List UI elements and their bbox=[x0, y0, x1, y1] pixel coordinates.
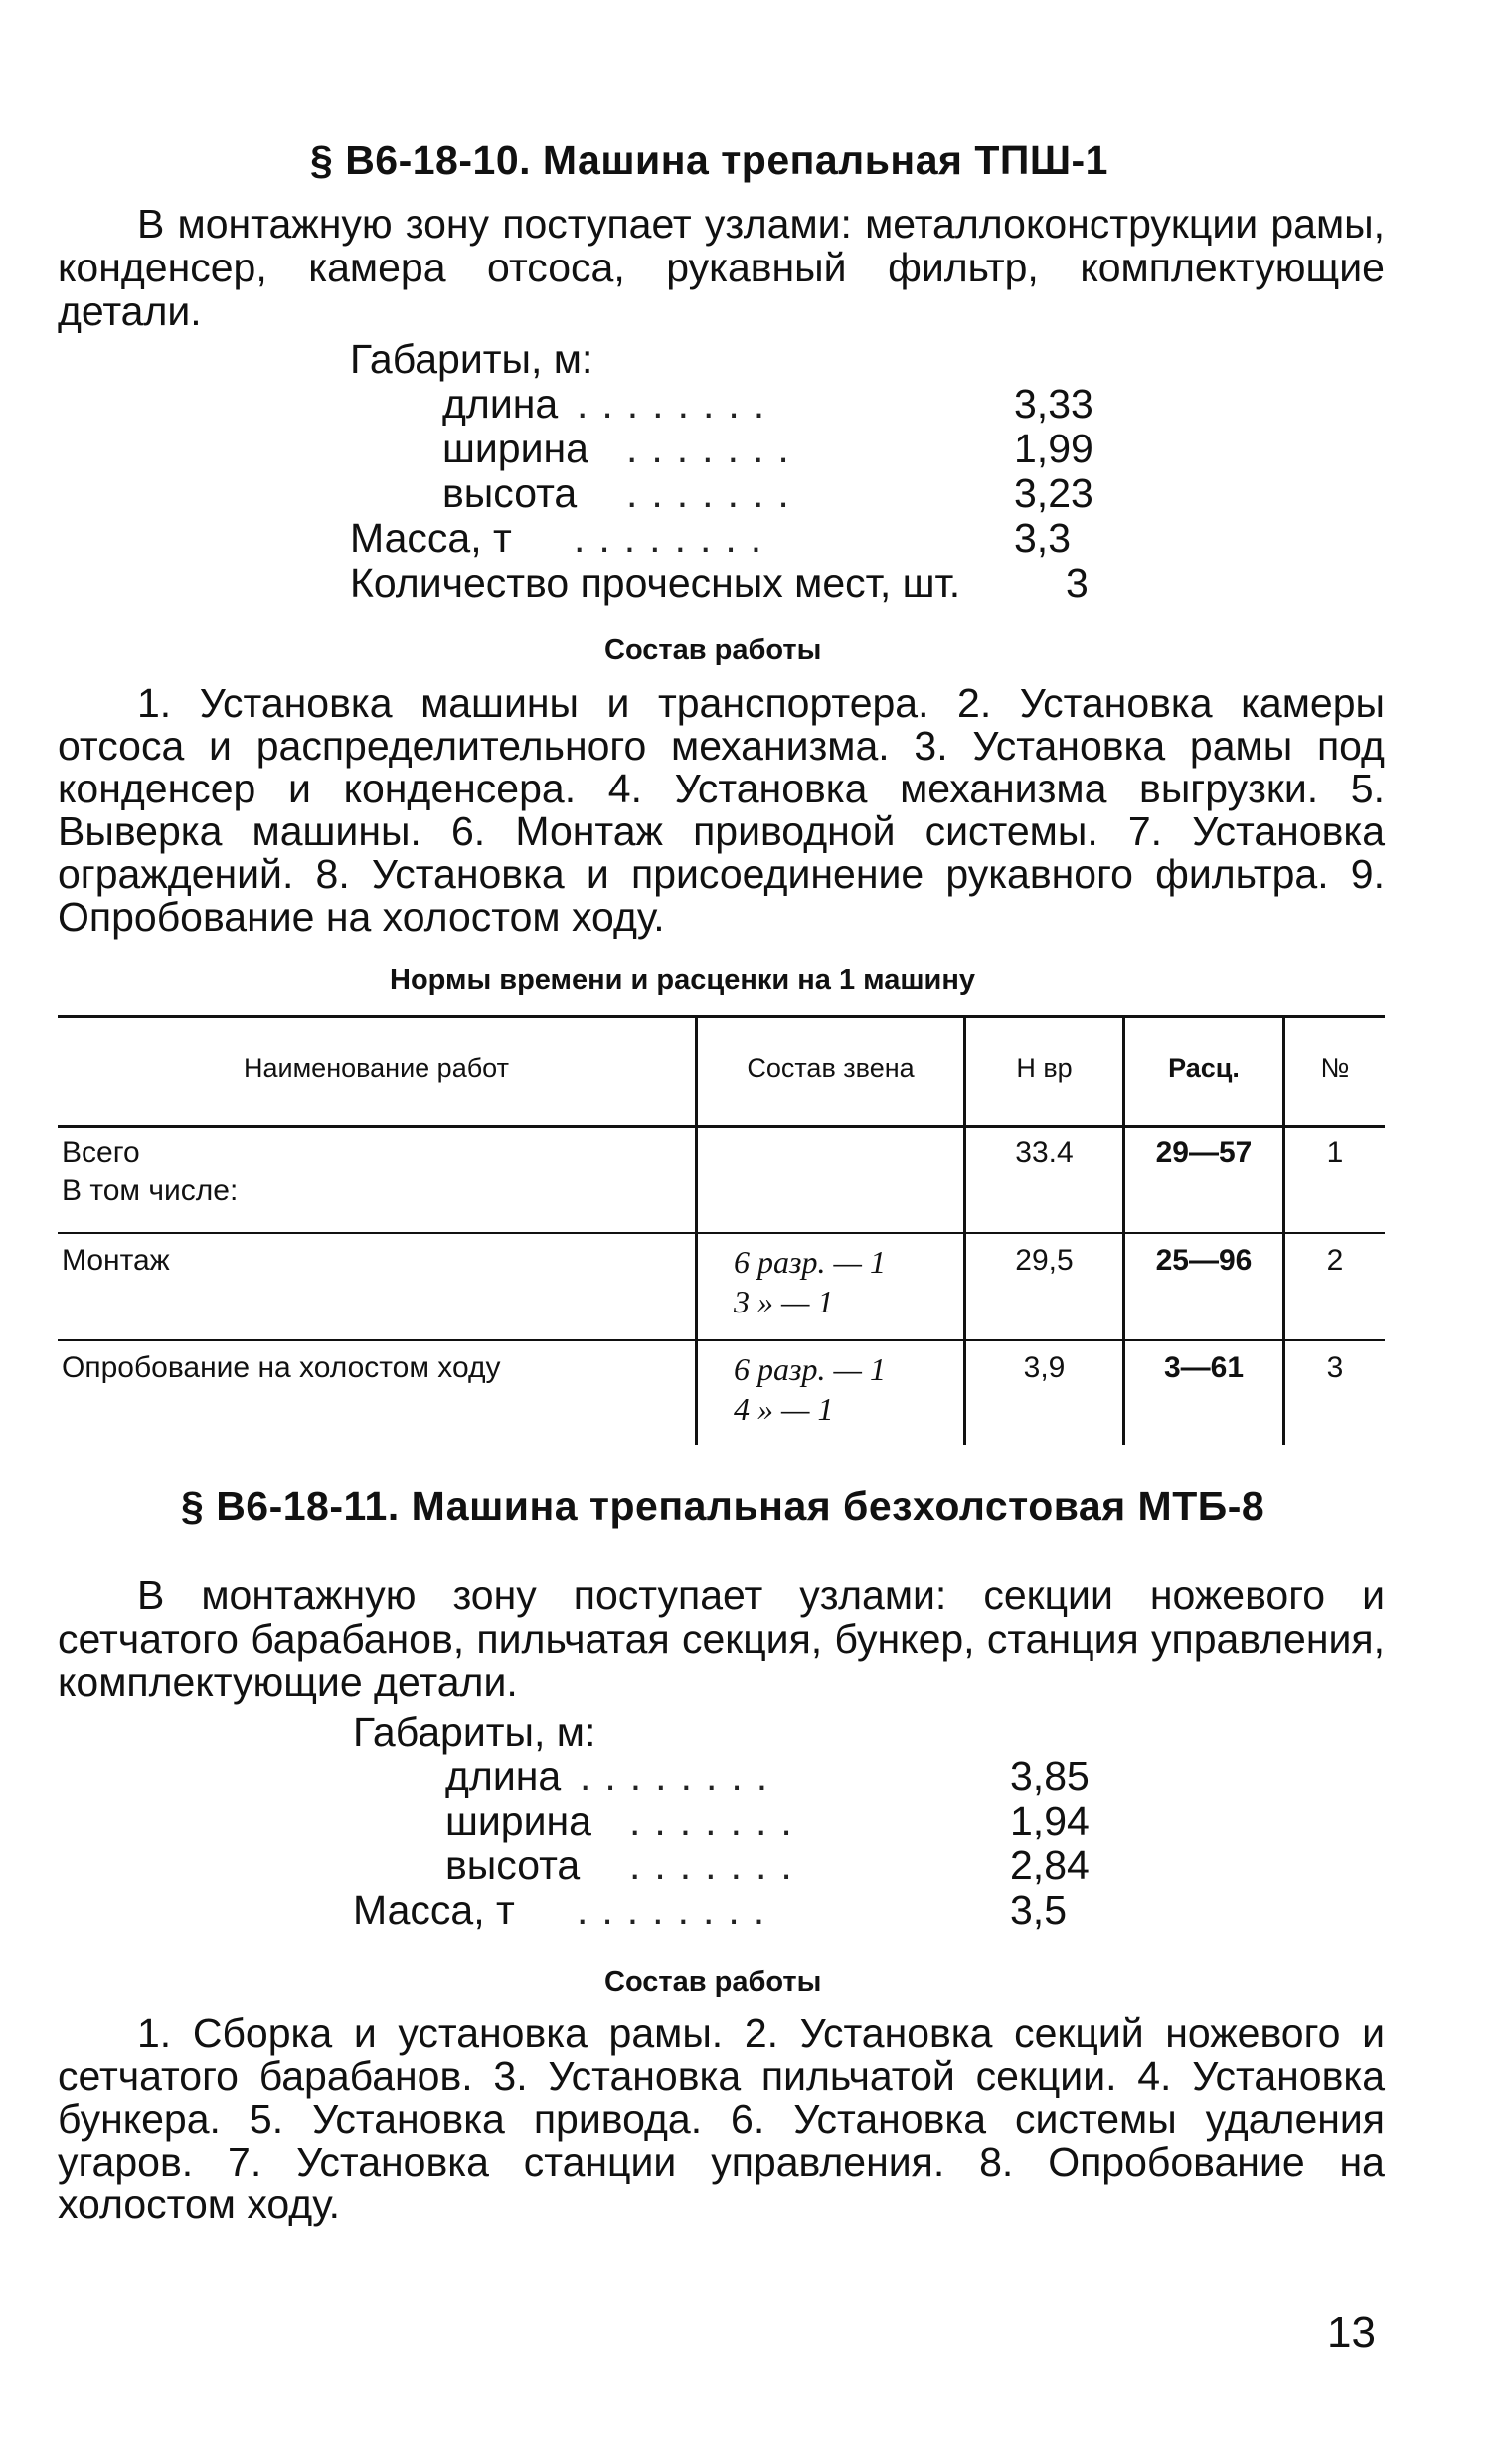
places-value: 3 bbox=[1066, 560, 1089, 606]
work-composition-title: Состав работы bbox=[604, 634, 822, 666]
column-header: Состав звена bbox=[747, 1053, 915, 1083]
spec-row bbox=[445, 1753, 1101, 1799]
spec-label: ширина bbox=[442, 426, 588, 471]
table-cell-norm: 29,5 bbox=[1015, 1244, 1074, 1277]
table-cell-rate: 3—61 bbox=[1163, 1351, 1245, 1384]
column-header: Наименование работ bbox=[244, 1053, 509, 1083]
leader-dots: ........ bbox=[574, 515, 776, 561]
norms-table bbox=[58, 1015, 1385, 1445]
page-number: 13 bbox=[1327, 2308, 1376, 2357]
leader-dots: ....... bbox=[626, 426, 803, 471]
mass-label: Масса, т bbox=[353, 1887, 515, 1933]
spec-row bbox=[445, 1842, 1101, 1888]
table-cell-rate: 29—57 bbox=[1155, 1137, 1253, 1169]
table-rule bbox=[58, 1339, 1385, 1341]
leader-dots: ........ bbox=[577, 1887, 779, 1933]
spec-value: 1,99 bbox=[1014, 426, 1093, 471]
mass-value: 3,5 bbox=[1010, 1887, 1067, 1933]
column-header: Н вр bbox=[1016, 1053, 1073, 1083]
leader-dots: ....... bbox=[629, 1842, 806, 1888]
section-intro: В монтажную зону поступает узлами: секции ножевого и сетчатого барабанов, пильчатая секция, бункер, станция управления, комплектующие детали. bbox=[58, 1572, 1385, 1705]
table-cell-crew: 6 разр. — 1 bbox=[734, 1351, 886, 1387]
leader-dots: ........ bbox=[580, 1753, 782, 1799]
table-rule bbox=[58, 1015, 1385, 1018]
spec-value: 3,85 bbox=[1010, 1753, 1090, 1799]
work-composition-title: Состав работы bbox=[604, 1966, 822, 1998]
work-composition-text: 1. Установка машины и транспортера. 2. Установка камеры отсоса и распределительного механизма. 3. Установка рамы под конденсер и конденсера. 4. Установка механизма выгрузки. 5. Выверка машины. 6. Монтаж приводной системы. 7. Установка ограждений. 8. Установка и присоединение рукавного фильтра. 9. Опробование на холостом ходу. bbox=[58, 680, 1385, 940]
table-cell-crew: 3 » — 1 bbox=[734, 1284, 834, 1319]
table-cell-crew: 4 » — 1 bbox=[734, 1391, 834, 1427]
column-header: № bbox=[1320, 1053, 1350, 1083]
leader-dots: ........ bbox=[577, 381, 779, 427]
table-rule bbox=[58, 1232, 1385, 1234]
places-label: Количество прочесных мест, шт. bbox=[350, 560, 961, 606]
table-cell-norm: 33.4 bbox=[1015, 1137, 1074, 1169]
table-cell-crew: 6 разр. — 1 bbox=[734, 1244, 886, 1280]
spec-row bbox=[442, 470, 1098, 516]
spec-row bbox=[445, 1798, 1101, 1843]
spec-row bbox=[353, 1887, 1108, 1933]
table-cell-number: 3 bbox=[1326, 1351, 1344, 1384]
work-composition-text: 1. Сборка и установка рамы. 2. Установка секций ножевого и сетчатого барабанов. 3. Установка пильчатой секции. 4. Установка бункера. 5. Установка привода. 6. Установка системы удаления угаров. 7. Установка станции управления. 8. Опробование на холостом ходу. bbox=[58, 2011, 1385, 2227]
leader-dots: ....... bbox=[626, 470, 803, 516]
spec-value: 3,23 bbox=[1014, 470, 1093, 516]
dimensions-label: Габариты, м: bbox=[350, 336, 593, 382]
section-title: § В6-18-11. Машина трепальная безхолстовая МТБ-8 bbox=[181, 1484, 1265, 1529]
table-rule bbox=[58, 1125, 1385, 1128]
table-cell-norm: 3,9 bbox=[1023, 1351, 1066, 1384]
mass-value: 3,3 bbox=[1014, 515, 1071, 561]
section-title: § В6-18-10. Машина трепальная ТПШ-1 bbox=[310, 137, 1108, 183]
spec-value: 3,33 bbox=[1014, 381, 1093, 427]
section-intro: В монтажную зону поступает узлами: металлоконструкции рамы, конденсер, камера отсоса, рукавный фильтр, комплектующие детали. bbox=[58, 201, 1385, 334]
spec-label: высота bbox=[445, 1842, 581, 1888]
table-title: Нормы времени и расценки на 1 машину bbox=[390, 964, 975, 996]
spec-value: 2,84 bbox=[1010, 1842, 1090, 1888]
spec-label: ширина bbox=[445, 1798, 591, 1843]
table-cell-name: В том числе: bbox=[62, 1174, 239, 1207]
table-cell-name: Монтаж bbox=[62, 1244, 170, 1277]
mass-label: Масса, т bbox=[350, 515, 512, 561]
spec-value: 1,94 bbox=[1010, 1798, 1090, 1843]
spec-label: длина bbox=[445, 1753, 562, 1799]
table-cell-name: Всего bbox=[62, 1137, 140, 1169]
spec-row bbox=[350, 560, 1105, 606]
table-cell-name: Опробование на холостом ходу bbox=[62, 1351, 501, 1384]
table-cell-number: 2 bbox=[1326, 1244, 1344, 1277]
spec-label: длина bbox=[442, 381, 559, 427]
spec-row bbox=[442, 426, 1098, 471]
table-cell-rate: 25—96 bbox=[1155, 1244, 1253, 1277]
dimensions-label: Габариты, м: bbox=[353, 1709, 596, 1755]
spec-label: высота bbox=[442, 470, 578, 516]
spec-row bbox=[442, 381, 1098, 427]
leader-dots: ....... bbox=[629, 1798, 806, 1843]
column-header: Расц. bbox=[1168, 1053, 1240, 1083]
table-cell-number: 1 bbox=[1326, 1137, 1344, 1169]
spec-row bbox=[350, 515, 1105, 561]
